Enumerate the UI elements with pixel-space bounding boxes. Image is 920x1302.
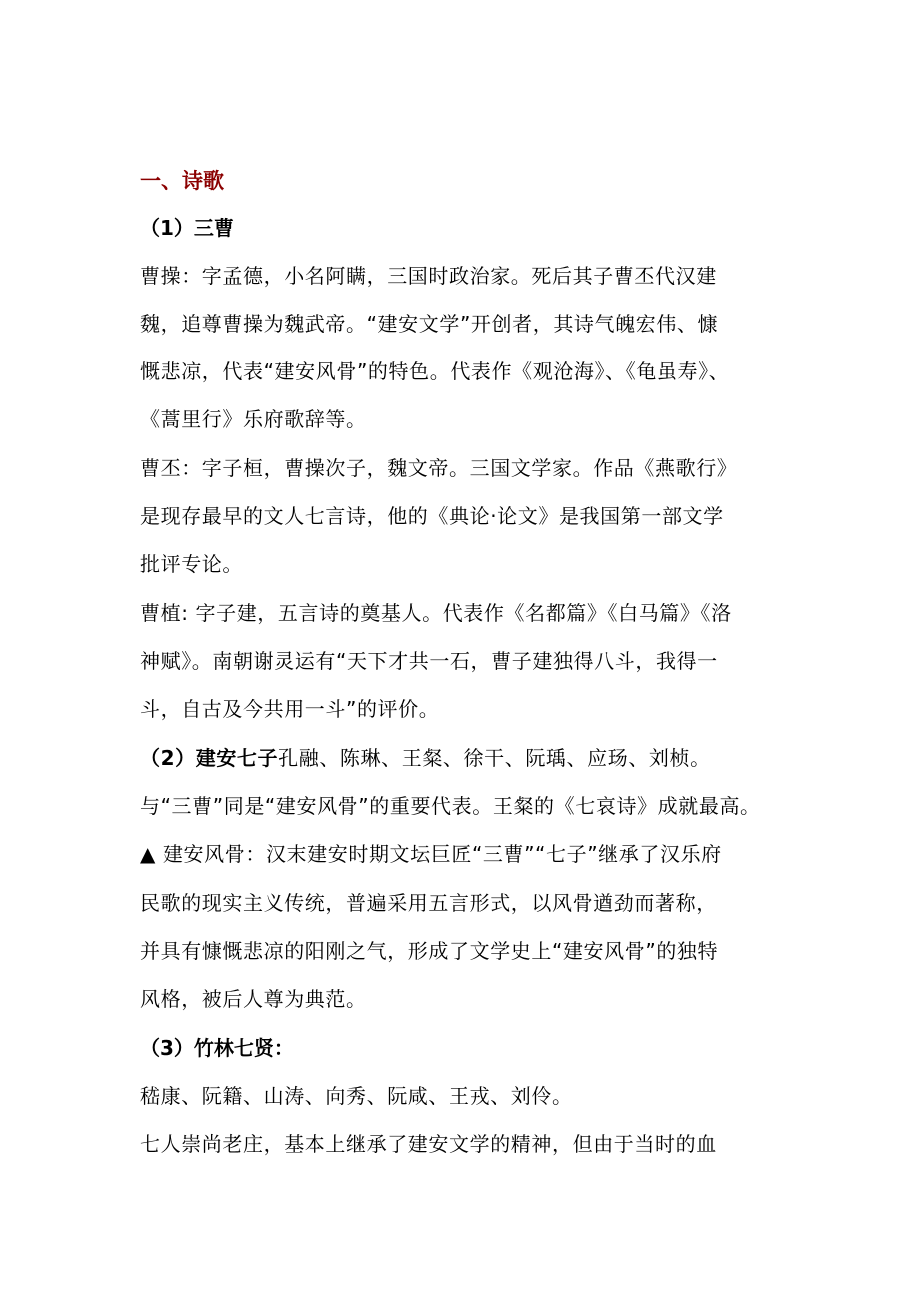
- paragraph-line: 曹丕：字子桓，曹操次子，魏文帝。三国文学家。作品《燕歌行》: [140, 456, 738, 480]
- paragraph-line: 批评专论。: [140, 552, 243, 576]
- paragraph-line: 与“三曹”同是“建安风骨”的重要代表。王粲的《七哀诗》成就最高。: [140, 794, 761, 818]
- subheading-jianan-seven: （2）建安七子: [140, 746, 279, 770]
- jianan-seven-members: 孔融、陈琳、王粲、徐干、阮瑀、应玚、刘桢。: [278, 746, 711, 770]
- paragraph-line: 七人崇尚老庄，基本上继承了建安文学的精神，但由于当时的血: [140, 1132, 717, 1156]
- paragraph-line: 斗，自古及今共用一斗”的评价。: [140, 697, 440, 721]
- paragraph-line: 慨悲凉，代表“建安风骨”的特色。代表作《观沧海》、《龟虽寿》、: [140, 359, 730, 383]
- paragraph-line: 曹植: 字子建，五言诗的奠基人。代表作《名都篇》《白马篇》《洛: [140, 601, 732, 625]
- paragraph-line: 魏，追尊曹操为魏武帝。“建安文学”开创者，其诗气魄宏伟、慷: [140, 312, 719, 336]
- paragraph-line: 神赋》。南朝谢灵运有“天下才共一石，曹子建独得八斗，我得一: [140, 649, 718, 673]
- paragraph-line: 《蒿里行》乐府歌辞等。: [140, 407, 367, 431]
- paragraph-line: 嵇康、阮籍、山涛、向秀、阮咸、王戎、刘伶。: [140, 1084, 573, 1108]
- paragraph-line: 风格，被后人尊为典范。: [140, 987, 367, 1011]
- paragraph-line: 并具有慷慨悲凉的阳刚之气，形成了文学史上“建安风骨”的独特: [140, 939, 719, 963]
- subheading-bamboo-grove: （3）竹林七贤：: [140, 1036, 294, 1060]
- jianan-seven-line: [140, 743, 711, 773]
- paragraph-line: ▲ 建安风骨：汉末建安时期文坛巨匠“三曹”“七子”继承了汉乐府: [140, 842, 722, 866]
- paragraph-line: 曹操：字孟德，小名阿瞒，三国时政治家。死后其子曹丕代汉建: [140, 264, 717, 288]
- subheading-san-cao: （1）三曹: [140, 216, 234, 240]
- paragraph-line: 民歌的现实主义传统，普遍采用五言形式，以风骨遒劲而著称，: [140, 891, 717, 915]
- section-title: 一、诗歌: [140, 169, 224, 193]
- paragraph-line: 是现存最早的文人七言诗，他的《典论·论文》是我国第一部文学: [140, 504, 724, 528]
